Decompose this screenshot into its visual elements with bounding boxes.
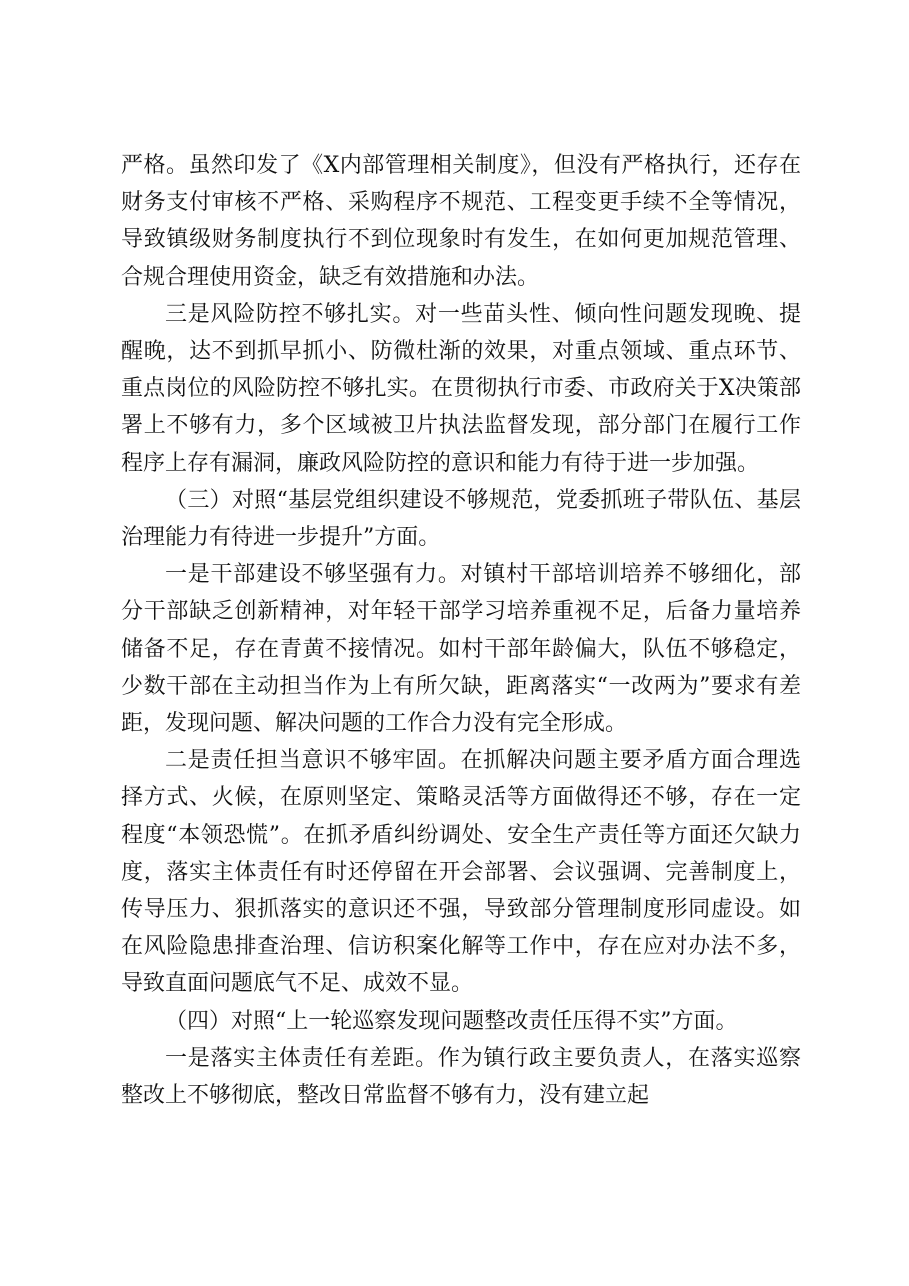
paragraph-risk-control: 三是风险防控不够扎实。对一些苗头性、倾向性问题发现晚、提醒晚，达不到抓早抓小、防微杜渐的效果，对重点领域、重点环节、重点岗位的风险防控不够扎实。在贯彻执行市委、市政府关于X决策部署上不够有力，多个区域被卫片执法监督发现，部分部门在履行工作程序上存有漏洞，廉政风险防控的意识和能力有待于进一步加强。: [121, 301, 801, 476]
paragraph-cadre-building: 一是干部建设不够坚强有力。对镇村干部培训培养不够细化，部分干部缺乏创新精神，对年轻干部学习培养重视不足，后备力量培养储备不足，存在青黄不接情况。如村干部年龄偏大，队伍不够稳定，少数干部在主动担当作为上有所欠缺，距离落实“一改两为”要求有差距，发现问题、解决问题的工作合力没有完全形成。: [121, 562, 801, 737]
document-body: [121, 147, 801, 1114]
section-heading-three: （三）对照“基层党组织建设不够规范，党委抓班子带队伍、基层治理能力有待进一步提升”方面。: [121, 487, 801, 551]
paragraph-finance-management: 严格。虽然印发了《X内部管理相关制度》，但没有严格执行，还存在财务支付审核不严格、采购程序不规范、工程变更手续不全等情况，导致镇级财务制度执行不到位现象时有发生，在如何更加规范管理、合规合理使用资金，缺乏有效措施和办法。: [121, 153, 801, 290]
paragraph-main-responsibility: 一是落实主体责任有差距。作为镇行政主要负责人，在落实巡察整改上不够彻底，整改日常监督不够有力，没有建立起: [121, 1045, 801, 1109]
section-heading-four: （四）对照“上一轮巡察发现问题整改责任压得不实”方面。: [165, 1008, 738, 1034]
paragraph-responsibility: 二是责任担当意识不够牢固。在抓解决问题主要矛盾方面合理选择方式、火候，在原则坚定、策略灵活等方面做得还不够，存在一定程度“本领恐慌”。在抓矛盾纠纷调处、安全生产责任等方面还欠缺力度，落实主体责任有时还停留在开会部署、会议强调、完善制度上，传导压力、狠抓落实的意识还不强，导致部分管理制度形同虚设。如在风险隐患排查治理、信访积案化解等工作中，存在应对办法不多，导致直面问题底气不足、成效不显。: [121, 748, 801, 997]
